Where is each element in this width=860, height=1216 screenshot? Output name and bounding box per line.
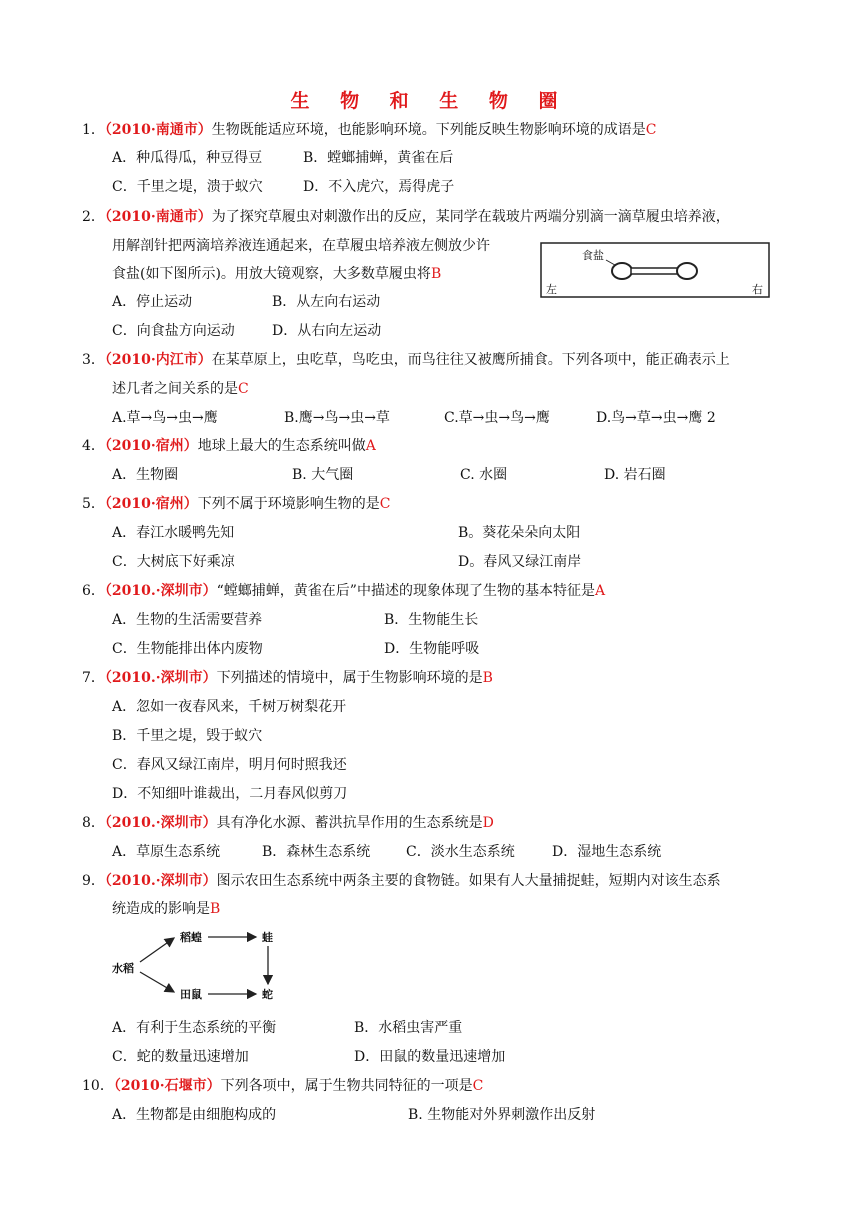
question-stem: 下列不属于环境影响生物的是 [197,496,380,512]
option-d: D.鸟→草→虫→鹰 2 [596,410,716,426]
option-a: A．春江水暖鸭先知 [112,525,235,541]
option-d: D. 岩石圈 [604,467,666,483]
option-a: A．生物的生活需要营养 [112,612,263,628]
option-b: B．螳螂捕蝉，黄雀在后 [303,150,454,166]
option-c: C．淡水生态系统 [406,844,515,860]
option-a: A．草原生态系统 [112,844,221,860]
question-number: 4． [82,438,105,454]
question-5 [82,494,390,514]
answer: A [594,583,606,599]
option-a: A.草→鸟→虫→鹰 [112,410,218,426]
question-number: 9． [82,873,105,889]
option-b: B. 生物能对外界刺激作出反射 [408,1107,596,1123]
question-source: （2010.·深圳市） [104,583,217,599]
question-source: （2010·石堰市） [113,1078,221,1094]
question-2 [82,207,730,227]
page-title: 生 物 和 生 物 圈 [290,90,570,112]
option-b: B。葵花朵朵向太阳 [458,525,581,541]
answer: C [379,496,391,512]
question-source: （2010·内江市） [104,352,212,368]
question-number: 7． [82,670,105,686]
option-d: D．湿地生态系统 [552,844,662,860]
question-source: （2010·宿州） [104,496,198,512]
option-b: B.鹰→鸟→虫→草 [284,410,390,426]
question-number: 2． [82,209,105,225]
question-1 [82,120,656,140]
option-c: C．大树底下好乘凉 [112,554,235,570]
question-stem: 地球上最大的生态系统叫做 [197,438,366,454]
question-stem-continued [112,899,220,919]
food-chain-diagram [110,926,310,1010]
question-stem: 图示农田生态系统中两条主要的食物链。如果有人大量捕捉蛙，短期内对该生态系 [216,873,721,889]
option-c: C.草→虫→鸟→鹰 [444,410,550,426]
question-source: （2010·南通市） [104,122,212,138]
question-number: 5． [82,496,105,512]
arrow-rice-locust [140,938,174,962]
stem-text: 统造成的影响是 [112,901,210,917]
question-number: 3． [82,352,105,368]
mouse-label: 田鼠 [180,988,202,1001]
question-stem: 生物既能适应环境，也能影响环境。下列能反映生物影响环境的成语是 [211,122,646,138]
option-b: B．森林生态系统 [262,844,371,860]
option-d: D．田鼠的数量迅速增加 [354,1049,506,1065]
option-b: B．千里之堤，毁于蚁穴 [112,728,263,744]
question-stem: 在某草原上，虫吃草，鸟吃虫，而鸟往往又被鹰所捕食。下列各项中，能正确表示上 [211,352,730,368]
question-stem: 下列各项中，属于生物共同特征的一项是 [220,1078,473,1094]
question-number: 1． [82,122,105,138]
answer: B [482,670,493,686]
option-c: C．春风又绿江南岸，明月何时照我还 [112,757,347,773]
question-9 [82,871,721,891]
option-c: C．生物能排出体内废物 [112,641,263,657]
option-b: B．生物能生长 [384,612,479,628]
option-d: D。春风又绿江南岸 [458,554,582,570]
option-c: C．向食盐方向运动 [112,323,235,339]
option-c: C．千里之堤，溃于蚁穴 [112,179,263,195]
option-a: A．生物都是由细胞构成的 [112,1107,277,1123]
question-stem: 具有净化水源、蓄洪抗旱作用的生态系统是 [216,815,483,831]
answer: B [430,266,442,282]
option-d: D．从右向左运动 [272,323,382,339]
answer: A [365,438,376,454]
option-a: A．种瓜得瓜，种豆得豆 [112,150,263,166]
answer: D [482,815,494,831]
frog-label: 蛙 [262,931,273,944]
question-source: （2010·宿州） [104,438,198,454]
right-label: 右 [752,283,763,296]
snake-label: 蛇 [262,988,273,1001]
question-stem: “螳螂捕蝉，黄雀在后”中描述的现象体现了生物的基本特征是 [216,583,595,599]
answer: C [472,1078,484,1094]
question-7 [82,668,493,688]
question-10 [82,1076,483,1096]
option-a: A．有利于生态系统的平衡 [112,1020,277,1036]
option-d: D．不知细叶谁裁出，二月春风似剪刀 [112,786,348,802]
salt-label: 食盐 [582,249,604,262]
locust-label: 稻蝗 [180,931,202,944]
option-b: B．从左向右运动 [272,294,381,310]
question-4 [82,436,376,456]
stem-text: 述几者之间关系的是 [112,381,238,397]
question-stem-continued [112,264,441,284]
question-number: 6． [82,583,105,599]
option-a: A．生物圈 [112,467,179,483]
stem-text: 食盐(如下图所示)。用放大镜观察，大多数草履虫将 [112,266,431,282]
slide-diagram [540,242,770,298]
question-source: （2010.·深圳市） [104,873,217,889]
option-b: B．水稻虫害严重 [354,1020,463,1036]
question-3 [82,350,730,370]
option-a: A．停止运动 [112,294,193,310]
question-source: （2010·南通市） [104,209,212,225]
option-a: A．忽如一夜春风来，千树万树梨花开 [112,699,347,715]
answer: C [238,381,249,397]
option-b: B. 大气圈 [292,467,354,483]
option-c: C. 水圈 [460,467,508,483]
arrow-rice-mouse [140,972,174,992]
rice-label: 水稻 [112,962,134,975]
question-source: （2010.·深圳市） [104,670,217,686]
option-d: D．生物能呼吸 [384,641,480,657]
question-6 [82,581,605,601]
question-stem: 下列描述的情境中，属于生物影响环境的是 [216,670,483,686]
option-d: D．不入虎穴，焉得虎子 [303,179,455,195]
option-c: C．蛇的数量迅速增加 [112,1049,249,1065]
left-label: 左 [546,283,557,296]
question-stem-continued: 用解剖针把两滴培养液连通起来，在草履虫培养液左侧放少许 [112,238,490,254]
question-stem-continued [112,379,249,399]
answer: B [210,901,221,917]
question-number: 8． [82,815,105,831]
question-8 [82,813,494,833]
question-number: 10． [82,1078,114,1094]
question-stem: 为了探究草履虫对刺激作出的反应，某同学在载玻片两端分别滴一滴草履虫培养液， [211,209,730,225]
answer: C [645,122,657,138]
question-source: （2010.·深圳市） [104,815,217,831]
